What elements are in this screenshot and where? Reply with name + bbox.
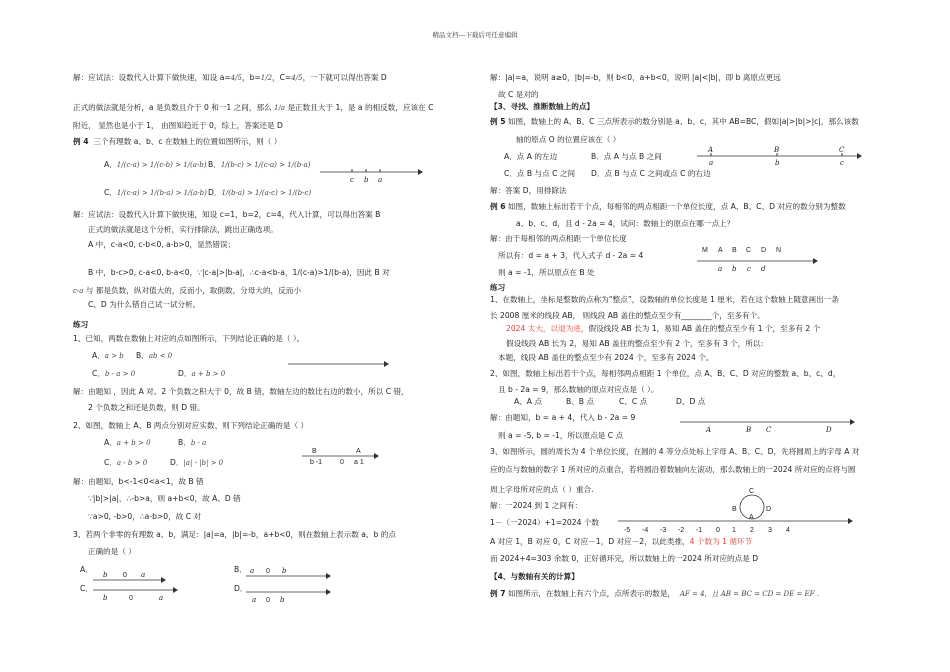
axis-arrow [384, 361, 389, 367]
tick-label: b [364, 176, 369, 184]
tick-label: c [840, 159, 844, 167]
option-math: b - a > 0 [104, 370, 136, 378]
option-B [208, 160, 311, 169]
tick-label: 0 [340, 459, 344, 466]
example-6 [490, 202, 846, 211]
tick-label: 1 [732, 527, 736, 534]
question-2-cont: 且 b - 2a = 9，那么数轴的原点对应点是（ ）。 [498, 385, 659, 394]
tick-label: b [280, 596, 285, 604]
text: 解：应试法：设数代入计算下做快速，知设 a= [73, 73, 231, 82]
analysis-line: 附近， 显然也是小于 1， 由图知趋近于 0，综上，答案还是 D [73, 121, 283, 130]
option-D [178, 369, 225, 378]
option-D [170, 458, 223, 467]
option-B [178, 438, 206, 447]
question-2: 2、如图，数轴上标出若干个点，每相邻两点相距 1 个单位，点 A、B、C、D 对应的整数 a、b、c、d， [490, 369, 841, 378]
point-label: B [746, 426, 752, 434]
point-label: D [826, 426, 832, 434]
option-math: a - b > 0 [116, 459, 148, 467]
solution-line: 1－（一2024）+1=2024 个数 [490, 518, 600, 527]
option-C: C． [80, 584, 93, 593]
point-label: A [356, 448, 361, 455]
option-B: B、B 点 [566, 397, 595, 406]
tick-label: a [718, 265, 723, 273]
solution-line: ∵a>0, -b>0，∴a-b>0，故 C 对 [88, 512, 202, 521]
option-C [104, 458, 147, 467]
solution-line: 解：由题知，b = a + 4，代入 b - 2a = 9 [490, 413, 636, 422]
solution-line: 解：一2024 到 1 之间有： [490, 501, 583, 510]
option-math: |a| - |b| > 0 [183, 459, 224, 467]
tick-label: b [732, 265, 737, 273]
text: ，一下就可以得出答案 D [302, 73, 387, 82]
tick-label: -4 [642, 527, 649, 534]
option-label: D． [170, 458, 184, 467]
tick-label: d [761, 265, 766, 273]
option-B: B． [234, 565, 247, 574]
example-label: 例 5 [490, 117, 506, 126]
solution-line: 本题，线段 AB 盖住的整点至少有 2024 个，至多有 2024 个。 [498, 353, 714, 362]
example-7 [490, 589, 824, 598]
option-label: D． [208, 188, 222, 197]
option-math: 1/(b-c) > 1/(c-a) > 1/(b-a) [220, 161, 311, 169]
question-1: 1、已知，两数在数轴上对应的点如图所示，下列结论正确的是（ ）。 [73, 334, 305, 343]
point-label: N [776, 247, 782, 254]
tick-label: a [252, 596, 257, 604]
tick-label: -1 [696, 527, 703, 534]
tick-label: a [709, 159, 714, 167]
option-A [92, 351, 124, 360]
text: ，b= [241, 73, 261, 82]
solution-line: 故 C 是对的 [498, 90, 539, 99]
solution-line: 2 个负数之和还是负数，则 D 错。 [88, 403, 205, 412]
page-header: 精品文档---下载后可任意编辑 [432, 31, 518, 39]
example-5-cont: 轴的原点 O 的位置应该在（ ） [516, 135, 621, 144]
option-C [104, 188, 207, 197]
option-D [208, 188, 311, 197]
option-D: D． [234, 584, 248, 593]
practice-heading: 练习 [73, 320, 89, 329]
circle-number-line-rp3 [618, 484, 858, 538]
solution-line [506, 324, 820, 333]
option-label: B． [178, 438, 191, 447]
fraction: 1/2 [260, 74, 273, 82]
example-text: 如图所示，在数轴上有六个点，点所表示的数是， [507, 589, 676, 598]
axis-arrow [813, 258, 818, 264]
option-label: C． [92, 369, 105, 378]
option-math: a > b [104, 352, 124, 360]
solution-line: 而 2024+4=303 余数 0，正好循环完，所以数轴上的一2024 所对应的点是 D [490, 554, 759, 563]
solution-line: 假设线段 AB 长为 2，易知 AB 盖住的整点至少有 2 个，至多有 3 个，所以： [506, 339, 769, 348]
section-heading-4: 【4、与数轴有关的计算】 [490, 572, 579, 581]
question-2: 2、如图，数轴上 A、B 两点分别对应实数、则下列结论正确的是（ ） [73, 421, 309, 430]
tick-label: b [775, 159, 780, 167]
fraction: 4/5 [291, 74, 303, 82]
example-5 [490, 117, 859, 126]
option-B: B．点 A 与点 B 之间 [591, 152, 662, 161]
option-C: C、C 点 [619, 397, 648, 406]
fraction-1-over-a: 1/a [274, 104, 286, 112]
number-line-p2 [302, 444, 382, 466]
tick-label: b [103, 594, 108, 602]
point-label: C [746, 247, 752, 254]
section-heading-3: 【3、寻找、推断数轴上的点】 [490, 102, 595, 111]
tick-label: a 1 [354, 459, 364, 466]
solution-line: 则 a = -1，所以原点在 B 处 [498, 268, 595, 277]
tick-label: a [141, 571, 146, 579]
tick-label: 3 [768, 527, 772, 534]
solution-line: 解：应试法：设数代入计算下做快速，知设 c=1，b=2，c=4，代入计算，可以得出答案 B [73, 210, 381, 219]
question-3-cont: 正确的是（ ） [88, 547, 136, 556]
option-math: 1/(b-a) > 1/(a-c) > 1/(b-c) [221, 189, 312, 197]
solution-line: B 中，b-c>0, c-a<0, b-a<0，∵|c-a|>|b-a|，∴c-a<b-a，1/(c-a)>1/(b-a)，因此 B 对 [88, 268, 390, 277]
tick-label: 0 [123, 572, 127, 579]
question-3: 3、若两个非零的有理数 a、b，满足：|a|=a，|b|=-b，a+b<0，则在数轴上表示数 a、b 的点 [73, 530, 396, 539]
option-C: C．点 B 与点 C 之间 [504, 169, 576, 178]
option-C [92, 369, 135, 378]
text: A 对应 1，B 对应 0，C 对应－1，D 对应－2，以此类推， [490, 537, 690, 546]
tick-label: c [747, 265, 751, 273]
analysis-line [73, 103, 433, 112]
point-label: A [718, 247, 723, 254]
text: 正式的做法就是分析，a 是负数且介于 0 和一1 之间，那么 [73, 103, 272, 112]
option-math: a + b > 0 [116, 439, 151, 447]
axis-arrow [418, 169, 423, 175]
tick-label: 0 [716, 527, 720, 534]
axis-arrow [326, 573, 331, 579]
option-A: A、A 点 [514, 397, 542, 406]
option-D: D、D 点 [676, 397, 706, 406]
point-label: B [312, 448, 317, 455]
solution-line: 解：由题知 ，因此 A 对。2 个负数之积大于 0，故 B 错，数轴左边的数比右边的数小，所以 C 错， [73, 387, 409, 396]
circle-point-label: A [749, 514, 754, 521]
tick-label: 0 [266, 597, 270, 604]
example-text: 如图，数轴上的 A、B、C 三点所表示的数分别是 a、b、c，其中 AB=BC，假如|a|>|b|>|c|，那么该数 [507, 117, 859, 126]
option-math: a + b > 0 [191, 370, 226, 378]
tick-label: b [103, 571, 108, 579]
tick-label: 0 [266, 568, 270, 575]
math-ca: c-a [73, 287, 84, 295]
axis-arrow [173, 587, 178, 593]
circle-point-label: C [749, 488, 755, 495]
solution-line: 正式的做法就是这个分析，实行排除法，跳出正确选项。 [88, 225, 278, 234]
option-A: A． [80, 565, 93, 574]
text: 是正数且大于 1，是 a 的相反数，应该在 C [287, 103, 434, 112]
point-label: B [774, 146, 780, 154]
option-math: 1/(c-a) > 1/(c-b) > 1/(a-b) [116, 161, 207, 169]
solution-line [73, 286, 301, 295]
text: 假设线段 AB 长为 1，易知 AB 盖住的整点至少有 1 个，至多有 2 个 [588, 324, 821, 333]
solution-line: 所以有：d = a + 3，代入式子 d - 2a = 4 [498, 251, 644, 260]
tick-label: 2 [750, 527, 754, 534]
solution-line: A 中，c-a<0, c-b<0, a-b>0，显然错误； [88, 240, 236, 249]
tick-label: 4 [786, 527, 790, 534]
question-3-cont: 应的点与数轴的数字 1 所对应的点重合，若将圆沿着数轴向左滚动，那么数轴上的一2024 所对应的点将与圆 [490, 465, 856, 474]
practice-heading: 练习 [490, 283, 506, 292]
highlight-text: 4 个数为 1 循环节 [689, 537, 753, 546]
fraction: 4/5 [230, 74, 242, 82]
tick-label: -5 [624, 527, 631, 534]
option-label: D． [178, 369, 192, 378]
point-label: C [766, 426, 772, 434]
option-label: C． [104, 188, 117, 197]
option-A [104, 160, 207, 169]
option-label: C． [104, 458, 117, 467]
tick-label: b -1 [310, 459, 323, 466]
axis-arrow [857, 153, 862, 159]
option-D: D．点 B 与点 C 之间或点 C 的右边 [591, 169, 711, 178]
tick-label: a [250, 567, 255, 575]
solution-line: 解：|a|=a，说明 a≥0，|b|=-b，则 b<0，a+b<0，说明 |a|<|b|，即 b 离原点更远 [490, 73, 781, 82]
solution-line [490, 537, 752, 546]
option-label: A． [104, 160, 117, 169]
question-3: 3、如图所示，圆的周长为 4 个单位长度，在圆的 4 等分点处标上字母 A、B、C、D，先将圆周上的字母 A 对 [490, 447, 860, 456]
option-math: ab < 0 [148, 352, 173, 360]
point-label: B [732, 247, 737, 254]
number-line-ex5 [697, 144, 867, 168]
axis-arrow [374, 453, 379, 459]
option-math: 1/(c-a) > 1/(b-a) > 1/(a-b) [116, 189, 207, 197]
point-label: D [761, 247, 767, 254]
solution-line [73, 73, 387, 82]
option-A [104, 438, 151, 447]
point-label: M [702, 247, 708, 254]
circle-point-label: D [766, 506, 772, 513]
point-label: A [708, 146, 714, 154]
highlight-text: 2024 太大，以退为进， [506, 324, 589, 333]
example-label: 例 6 [490, 202, 506, 211]
example-6-cont: a、b、c、d，且 d - 2a = 4，试问：数轴上的原点在哪一点上？ [516, 219, 735, 228]
example-math: AF = 4，且 AB = BC = CD = DE = EF ． [679, 590, 824, 598]
tick-label: 0 [129, 595, 133, 602]
circle-point-label: B [732, 506, 737, 513]
option-label: A． [92, 351, 105, 360]
example-label: 例 7 [490, 589, 506, 598]
solution-line: ∵|b|>|a|，∴-b>a，则 a+b<0，故 A、D 错 [88, 494, 241, 503]
text: ，C= [272, 73, 292, 82]
tick-label: a [159, 594, 164, 602]
option-label: A． [104, 438, 117, 447]
tick-label: -3 [660, 527, 667, 534]
solution-line: 解：由题知，b<-1<0<a<1，故 B 错 [73, 477, 204, 486]
solution-line: 则 a = -5, b = -1，所以原点是 C 点 [498, 431, 624, 440]
point-label: C [839, 146, 845, 154]
solution-line: C、D 为什么错自己试一试分析。 [88, 300, 201, 309]
axis-arrow [848, 518, 853, 524]
option-math: b - a [190, 439, 207, 447]
question-3-cont: 周上字母所对应的点（ ）重合. [490, 485, 594, 494]
example-text: 如图，数轴上标出若干个点，每相邻的两点相距一个单位长度，点 A、B、C、D 对应的数分别为整数 [507, 202, 846, 211]
number-line-rp2 [680, 414, 860, 436]
example-text: 三个有理数 a、b、c 在数轴上的位置如图所示，则（ ） [93, 137, 282, 146]
number-line-p1 [288, 358, 388, 370]
axis-ticks [624, 527, 790, 534]
question-1: 1、在数轴上，坐标是整数的点称为“整点”，设数轴的单位长度是 1 厘米，若在这个数轴上随意画出一条 [490, 295, 839, 304]
number-line-ex6 [697, 244, 827, 278]
number-line-p3D [246, 584, 336, 604]
tick-label: a [378, 176, 383, 184]
option-B [136, 351, 172, 360]
point-label: A [706, 426, 712, 434]
axis-arrow [850, 419, 855, 425]
axis-arrow [326, 589, 331, 595]
solution-line: 解：答案 D，用排除法 [490, 186, 567, 195]
solution-line: 解：由于每相邻的两点相距一个单位长度 [490, 234, 627, 243]
option-A: A．点 A 的左边 [504, 152, 558, 161]
number-line-p3B [246, 566, 336, 584]
text: 与 都是负数，纵对值大的，反而小，取倒数，分母大的，反而小 [83, 286, 301, 295]
number-line-p3C [93, 582, 183, 602]
tick-label: c [350, 176, 354, 184]
example-label: 例 4 [73, 137, 89, 146]
tick-label: -2 [678, 527, 685, 534]
tick-label: b [282, 567, 287, 575]
number-line-ex4 [320, 164, 420, 184]
question-1-cont: 长 2008 厘米的线段 AB， 则线段 AB 盖住的整点至少有________个，至多有个。 [490, 311, 765, 320]
option-label: B． [136, 351, 149, 360]
option-label: B． [208, 160, 221, 169]
example-4 [73, 137, 281, 146]
